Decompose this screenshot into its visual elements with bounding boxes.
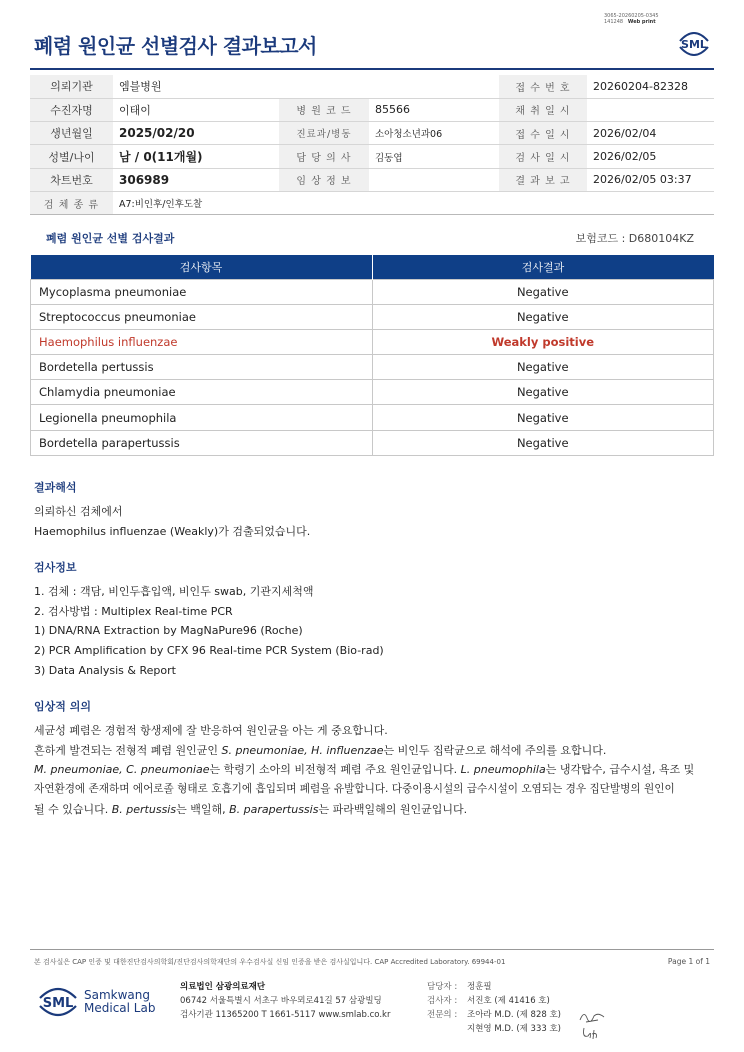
staff-value: 정훈필: [467, 982, 492, 992]
info-row: [30, 122, 714, 145]
value-clinical-info: [369, 168, 499, 191]
footer-divider: [30, 949, 714, 950]
label-sex-age: 성별/나이: [30, 145, 113, 168]
test-item: Haemophilus influenzae: [31, 329, 373, 354]
sml-logo-icon: [676, 27, 712, 61]
brand-line1: Samkwang: [84, 988, 150, 1002]
test-item: Legionella pneumophila: [31, 405, 373, 430]
test-result: Negative: [372, 405, 713, 430]
web-print-label: Web print: [627, 19, 656, 25]
value-chart-no: 306989: [113, 168, 279, 191]
org-contact: 검사기관 11365200 T 1661-5117 www.smlab.co.kr: [180, 1010, 391, 1020]
info-row: [30, 168, 714, 191]
results-section-title: 폐렴 원인균 선별 검사결과: [46, 232, 175, 245]
test-info-line: 1) DNA/RNA Extraction by MagNaPure96 (Roche): [34, 624, 303, 638]
test-info-section: [34, 558, 384, 681]
test-result: Negative: [372, 279, 713, 304]
staff-label: 전문의 :: [427, 1010, 458, 1020]
print-code: [604, 13, 659, 25]
clinical-line: M. pneumoniae, C. pneumoniae는 학령기 소아의 비전형적 폐렴 주요 원인균입니다. L. pneumophila는 냉각탑수, 급수시설, 욕조 및: [34, 763, 695, 777]
test-item: Chlamydia pneumoniae: [31, 380, 373, 405]
test-result: Negative: [372, 355, 713, 380]
label-doctor: 담 당 의 사: [279, 145, 369, 168]
org-name: 의료법인 삼광의료재단: [180, 982, 266, 992]
organization-info: [180, 980, 390, 1022]
label-receipt-no: 접 수 번 호: [499, 75, 587, 98]
clinical-line: 될 수 있습니다. B. pertussis는 백일해, B. parapertussis는 파라백일해의 원인균입니다.: [34, 802, 468, 816]
staff-label: 검사자 :: [427, 996, 458, 1006]
test-item: Bordetella pertussis: [31, 355, 373, 380]
label-collection-date: 채 취 일 시: [499, 98, 587, 121]
staff-value: 서진호 (제 41416 호): [467, 996, 550, 1006]
value-report-date: 2026/02/05 03:37: [587, 168, 714, 191]
staff-value: 지현영 M.D. (제 333 호): [467, 1024, 562, 1034]
test-info-line: 2. 검사방법 : Multiplex Real-time PCR: [34, 604, 233, 618]
label-chart-no: 차트번호: [30, 168, 113, 191]
label-hospital-code: 병 원 코 드: [279, 98, 369, 121]
value-test-date: 2026/02/05: [587, 145, 714, 168]
label-requester: 의뢰기관: [30, 75, 113, 98]
signature-2-icon: [580, 1024, 608, 1042]
table-row: [31, 405, 714, 430]
staff-label: 담당자 :: [427, 982, 458, 992]
value-collection-date: [587, 98, 714, 121]
label-test-date: 검 사 일 시: [499, 145, 587, 168]
table-row: [31, 380, 714, 405]
sml-footer-logo-icon: [36, 982, 80, 1022]
staff-value: 조아라 M.D. (제 828 호): [467, 1010, 562, 1020]
value-department: 소아청소년과06: [369, 122, 499, 145]
test-result: Weakly positive: [372, 329, 713, 354]
table-row: [31, 304, 714, 329]
label-receipt-date: 접 수 일 시: [499, 122, 587, 145]
value-birthdate: 2025/02/20: [113, 122, 279, 145]
staff-info: [427, 980, 561, 1036]
test-item: Mycoplasma pneumoniae: [31, 279, 373, 304]
table-row-highlighted: [31, 329, 714, 354]
clinical-line: 흔하게 발견되는 전형적 폐렴 원인균인 S. pneumoniae, H. influenzae는 비인두 집락균으로 해석에 주의를 요합니다.: [34, 743, 607, 757]
test-item: Streptococcus pneumoniae: [31, 304, 373, 329]
org-address: 06742 서울특별시 서초구 바우뫼로41길 57 삼광빌딩: [180, 996, 382, 1006]
column-header-result: 검사결과: [372, 255, 713, 279]
clinical-line: 자연환경에 존재하며 에어로졸 형태로 호흡기에 흡입되며 폐렴을 유발합니다. 다중이용시설의 급수시설이 오염되는 경우 집단발병의 원인이: [34, 783, 675, 796]
label-report-date: 결 과 보 고: [499, 168, 587, 191]
brand-name: [84, 989, 155, 1015]
interpretation-heading: 결과해석: [34, 481, 77, 494]
sml-logo-text: SML: [681, 38, 707, 51]
clinical-section: [34, 697, 724, 820]
label-department: 진료과/병동: [279, 122, 369, 145]
test-info-heading: 검사정보: [34, 561, 77, 574]
info-row: [30, 75, 714, 98]
label-clinical-info: 임 상 정 보: [279, 168, 369, 191]
test-result: Negative: [372, 430, 713, 455]
patient-info-table: [30, 75, 714, 215]
column-header-item: 검사항목: [31, 255, 373, 279]
test-result: Negative: [372, 304, 713, 329]
value-doctor: 김동엽: [369, 145, 499, 168]
print-code-line2: 141248: [604, 19, 624, 25]
page-title: 폐렴 원인균 선별검사 결과보고서: [34, 34, 317, 58]
page-number: Page 1 of 1: [667, 957, 710, 966]
print-code-line1: 3065-20260205-0345: [604, 13, 659, 19]
value-patient-name: 이태이: [113, 98, 279, 121]
title-divider: [30, 68, 714, 70]
accreditation-note: 본 검사실은 CAP 인증 및 대한진단검사의학회/진단검사의학재단의 우수검사실 신임 인증을 받은 검사실입니다. CAP Accredited Laboratory. 69944-01: [34, 958, 506, 966]
insurance-code: 보험코드 : D680104KZ: [575, 232, 694, 245]
interpretation-line: Haemophilus influenzae (Weakly)가 검출되었습니다.: [34, 524, 311, 538]
brand-line2: Medical Lab: [84, 1001, 156, 1015]
info-row: [30, 145, 714, 168]
value-receipt-date: 2026/02/04: [587, 122, 714, 145]
test-info-line: 3) Data Analysis & Report: [34, 663, 176, 677]
test-info-line: 1. 검체 : 객담, 비인두흡입액, 비인두 swab, 기관지세척액: [34, 584, 314, 598]
results-header-row: [31, 255, 714, 279]
value-sex-age: 남 / 0(11개월): [113, 145, 279, 168]
table-row: [31, 355, 714, 380]
label-specimen-type: 검 체 종 류: [30, 191, 113, 214]
value-requester: 엠블병원: [113, 75, 499, 98]
value-hospital-code: 85566: [369, 98, 499, 121]
test-result: Negative: [372, 380, 713, 405]
info-row: [30, 98, 714, 121]
clinical-line: 세균성 폐렴은 경험적 항생제에 잘 반응하여 원인균을 아는 게 중요합니다.: [34, 723, 388, 737]
info-row: [30, 191, 714, 214]
value-specimen-type: A7:비인후/인후도찰: [113, 191, 714, 214]
label-birthdate: 생년월일: [30, 122, 113, 145]
value-receipt-no: 20260204-82328: [587, 75, 714, 98]
test-item: Bordetella parapertussis: [31, 430, 373, 455]
table-row: [31, 430, 714, 455]
results-table: [30, 255, 714, 456]
sml-footer-logo-text: SML: [42, 996, 74, 1011]
interpretation-line: 의뢰하신 검체에서: [34, 504, 123, 518]
table-row: [31, 279, 714, 304]
label-patient-name: 수진자명: [30, 98, 113, 121]
interpretation-section: [34, 478, 310, 541]
test-info-line: 2) PCR Amplification by CFX 96 Real-time PCR System (Bio-rad): [34, 644, 384, 658]
clinical-heading: 임상적 의의: [34, 700, 91, 713]
